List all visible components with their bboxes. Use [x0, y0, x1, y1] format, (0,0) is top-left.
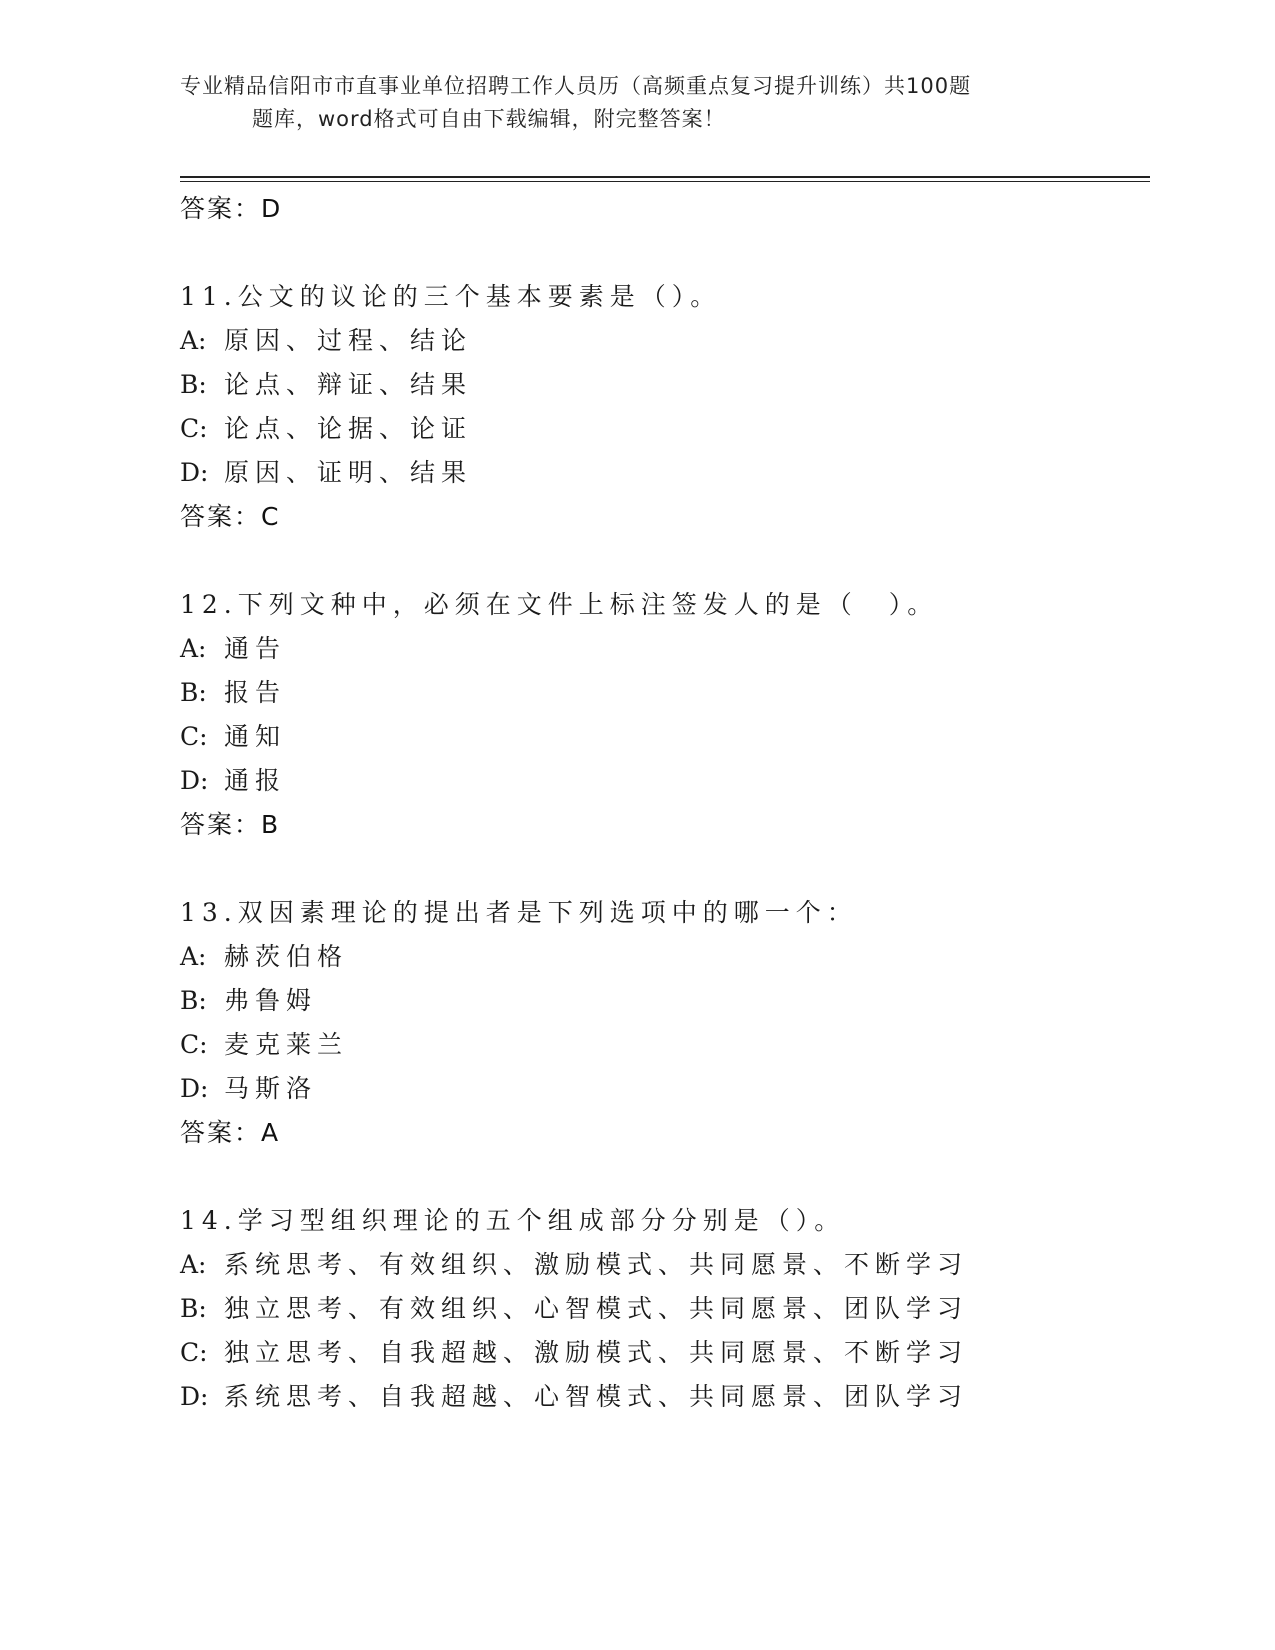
- option-text: 系统思考、有效组织、激励模式、共同愿景、不断学习: [224, 1250, 969, 1279]
- option-line: [180, 1067, 1140, 1111]
- header-rule-thin: [180, 181, 1150, 182]
- option-text: 弗鲁姆: [224, 986, 318, 1015]
- spacer: [180, 539, 1140, 583]
- option-label: D:: [180, 458, 209, 487]
- option-label: B:: [180, 678, 207, 707]
- answer-line: 答案：A: [180, 1118, 281, 1147]
- option-line: [180, 671, 1140, 715]
- option-text: 通报: [224, 766, 287, 795]
- option-label: D:: [180, 1382, 209, 1411]
- question-block: [180, 891, 1140, 1155]
- option-label: A:: [180, 326, 207, 355]
- option-line: [180, 451, 1140, 495]
- option-text: 论点、辩证、结果: [224, 370, 473, 399]
- question-stem: 12.下列文种中，必须在文件上标注签发人的是（ ）。: [180, 590, 939, 619]
- option-text: 马斯洛: [224, 1074, 318, 1103]
- option-line: [180, 715, 1140, 759]
- option-line: [180, 1287, 1140, 1331]
- option-label: B:: [180, 1294, 207, 1323]
- option-label: D:: [180, 766, 209, 795]
- question-block: [180, 275, 1140, 539]
- option-label: A:: [180, 634, 207, 663]
- option-label: A:: [180, 1250, 207, 1279]
- option-line: [180, 319, 1140, 363]
- option-label: D:: [180, 1074, 209, 1103]
- option-label: C:: [180, 414, 208, 443]
- question-block: [180, 1199, 1140, 1419]
- option-line: [180, 759, 1140, 803]
- option-line: [180, 1243, 1140, 1287]
- option-label: A:: [180, 942, 207, 971]
- option-line: [180, 1023, 1140, 1067]
- option-line: [180, 979, 1140, 1023]
- option-text: 报告: [224, 678, 287, 707]
- option-text: 原因、过程、结论: [224, 326, 473, 355]
- question-stem: 14.学习型组织理论的五个组成部分分别是（）。: [180, 1206, 846, 1235]
- option-line: [180, 363, 1140, 407]
- option-text: 独立思考、自我超越、激励模式、共同愿景、不断学习: [224, 1338, 969, 1367]
- option-text: 原因、证明、结果: [224, 458, 473, 487]
- option-line: [180, 1375, 1140, 1419]
- option-text: 赫茨伯格: [224, 942, 349, 971]
- answer-line: 答案：B: [180, 810, 281, 839]
- header-rule-thick: [180, 176, 1150, 178]
- answer-line: 答案：C: [180, 502, 281, 531]
- option-text: 通知: [224, 722, 287, 751]
- spacer: [180, 231, 1140, 275]
- document-header: [180, 70, 1080, 136]
- question-list: [180, 187, 1140, 1419]
- option-label: C:: [180, 1338, 208, 1367]
- spacer: [180, 847, 1140, 891]
- option-text: 系统思考、自我超越、心智模式、共同愿景、团队学习: [224, 1382, 969, 1411]
- option-text: 论点、论据、论证: [224, 414, 473, 443]
- question-stem: 13.双因素理论的提出者是下列选项中的哪一个：: [180, 898, 858, 927]
- question-stem: 11.公文的议论的三个基本要素是（）。: [180, 282, 722, 311]
- option-text: 通告: [224, 634, 287, 663]
- option-line: [180, 935, 1140, 979]
- option-line: [180, 627, 1140, 671]
- spacer: [180, 1155, 1140, 1199]
- option-text: 麦克莱兰: [224, 1030, 349, 1059]
- option-line: [180, 407, 1140, 451]
- option-text: 独立思考、有效组织、心智模式、共同愿景、团队学习: [224, 1294, 969, 1323]
- option-label: C:: [180, 722, 208, 751]
- option-label: C:: [180, 1030, 208, 1059]
- question-block: [180, 583, 1140, 847]
- answer-line: 答案：D: [180, 194, 283, 223]
- option-label: B:: [180, 986, 207, 1015]
- option-label: B:: [180, 370, 207, 399]
- option-line: [180, 1331, 1140, 1375]
- header-title-line-2: 题库，word格式可自由下载编辑，附完整答案！: [252, 107, 726, 131]
- header-title-line-1: 专业精品信阳市市直事业单位招聘工作人员历（高频重点复习提升训练）共100题: [180, 74, 972, 98]
